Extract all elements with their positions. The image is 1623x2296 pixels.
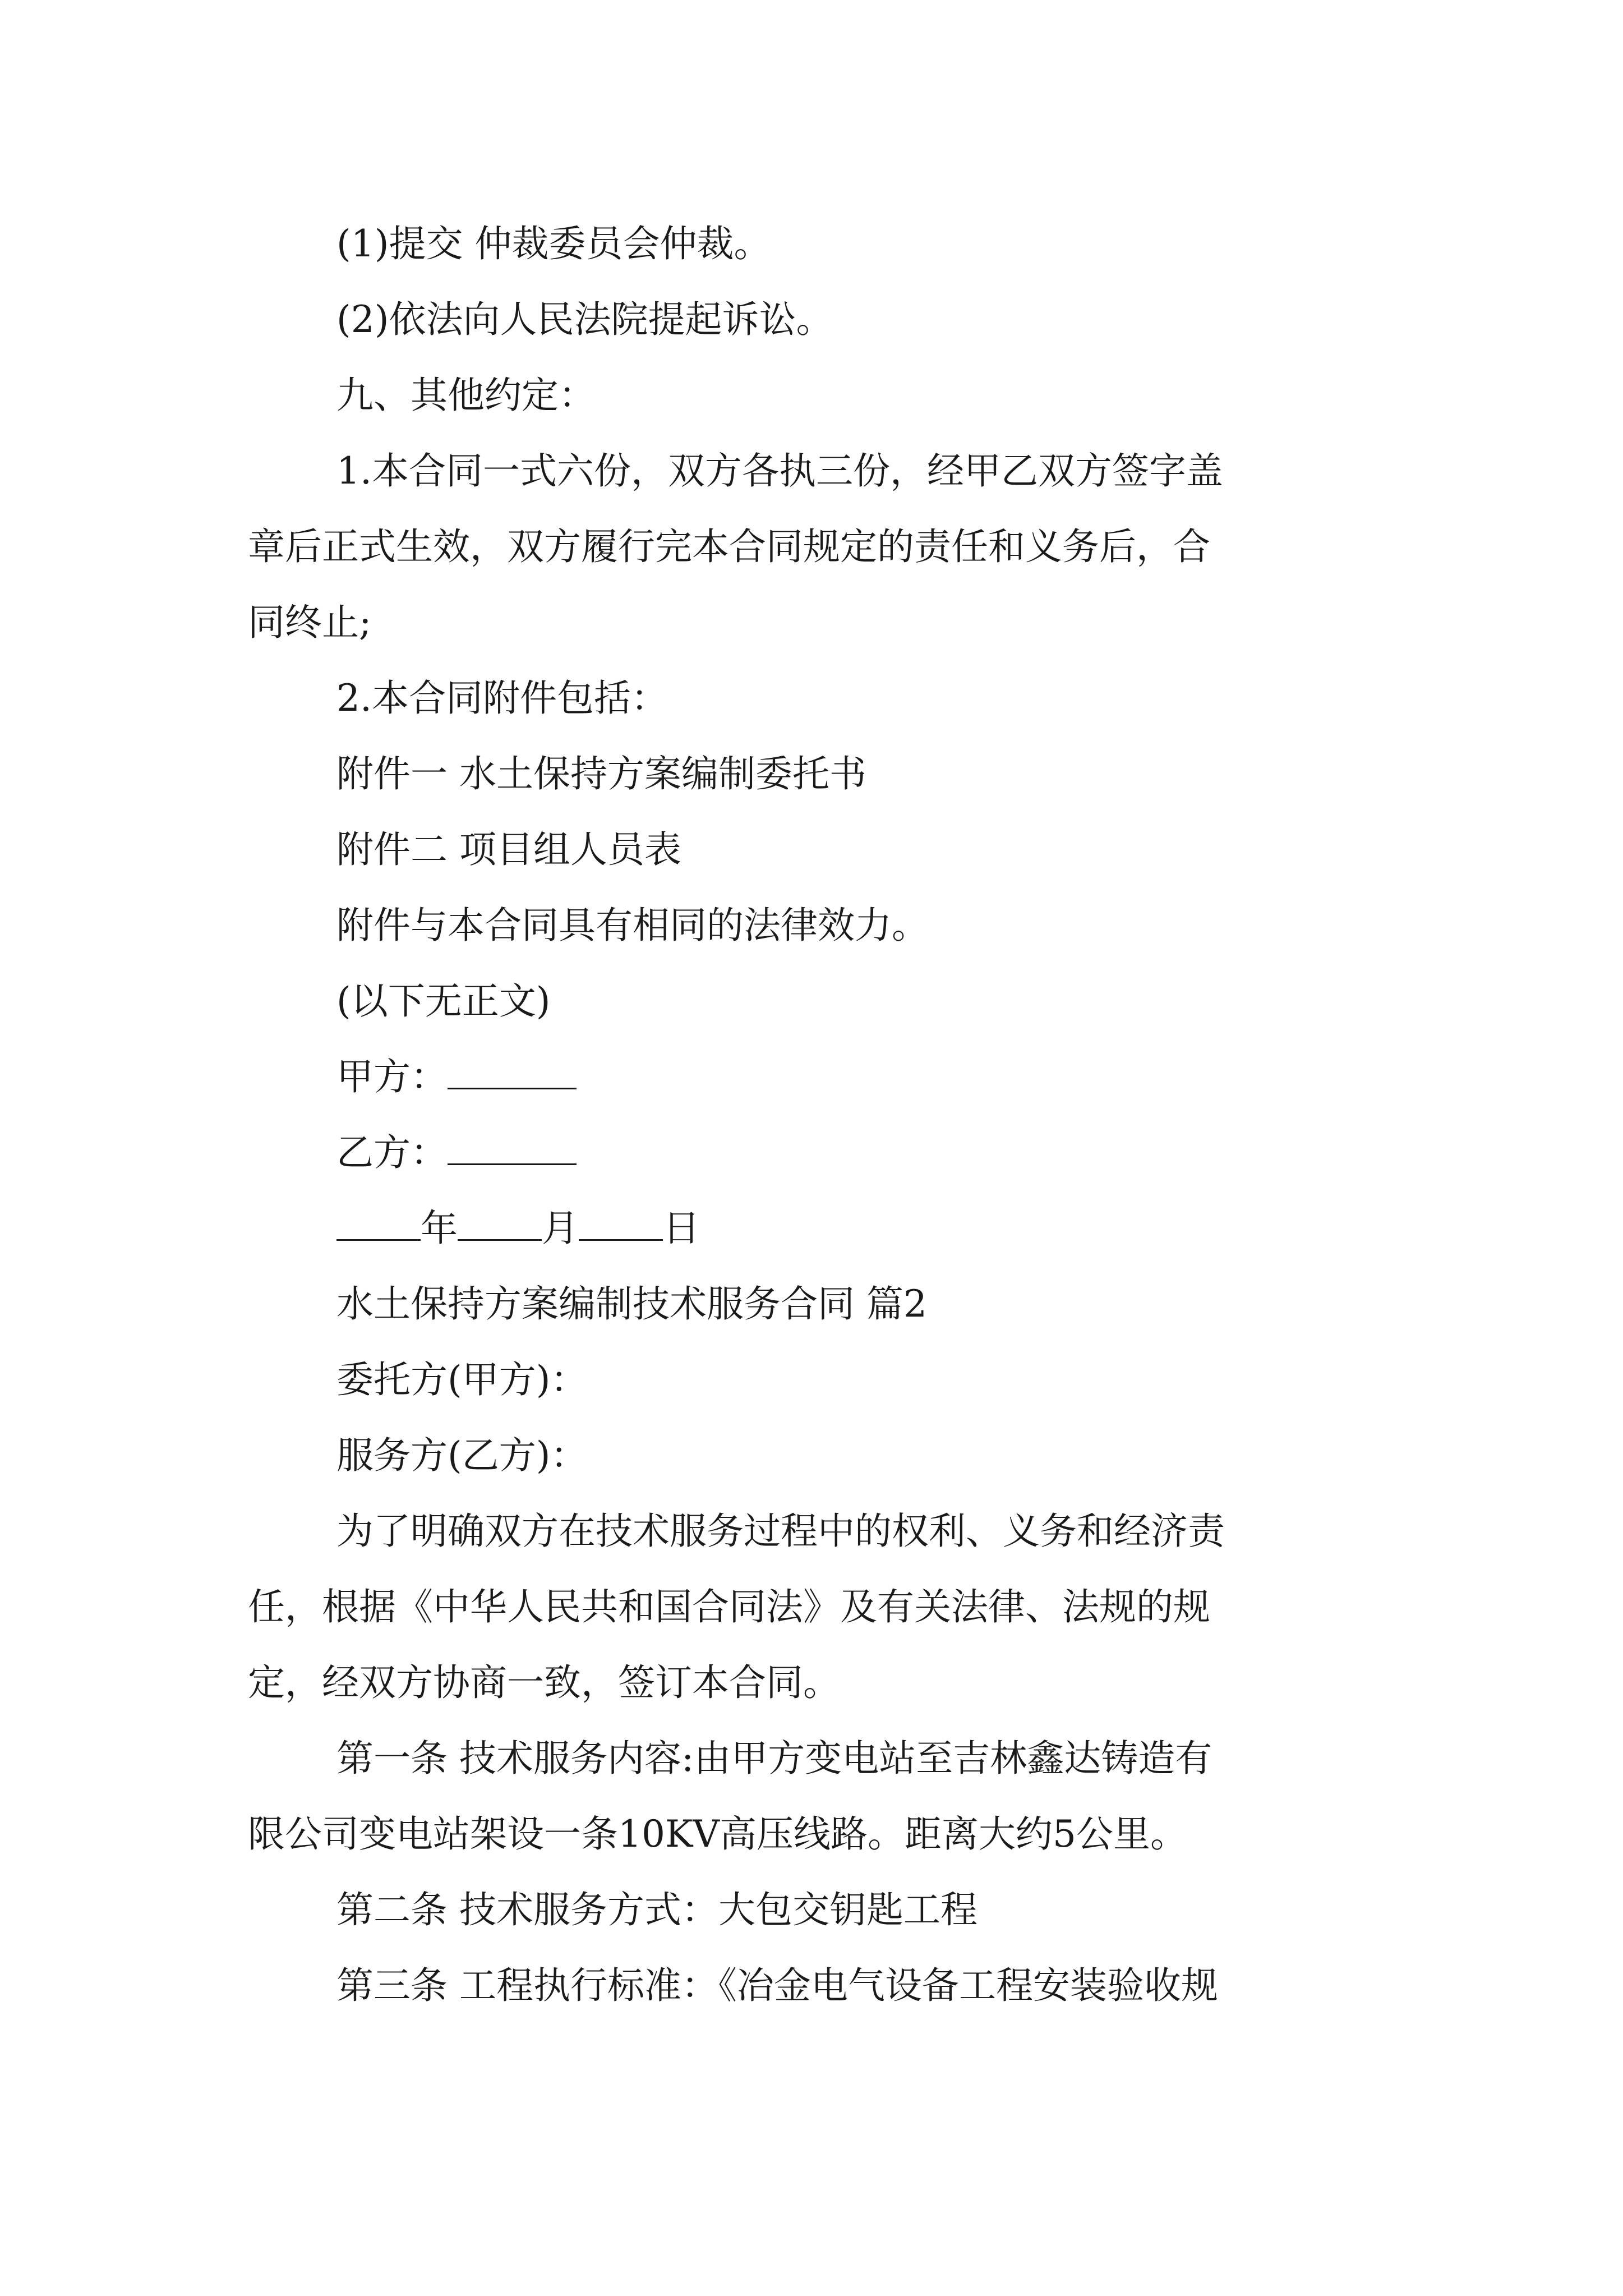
text-line: 第一条 技术服务内容:由甲方变电站至吉林鑫达铸造有 [336,1737,1212,1780]
text-line: 第二条 技术服务方式：大包交钥匙工程 [336,1888,978,1931]
month-label: 月 [542,1207,579,1250]
year-blank [336,1208,421,1241]
text-line: (2)依法向人民法院提起诉讼。 [336,298,833,341]
text-line: 为了明确双方在技术服务过程中的权利、义务和经济责 [336,1510,1225,1553]
day-label: 日 [663,1207,700,1250]
date-line [336,1206,700,1251]
text-line: 同终止; [248,601,372,644]
party-b-line [336,1130,577,1175]
text-line: 服务方(乙方)： [336,1434,588,1477]
text-line: 附件一 水土保持方案编制委托书 [336,752,866,795]
text-line: 委托方(甲方)： [336,1358,588,1401]
text-line: 2.本合同附件包括： [336,677,668,720]
text-line: 第三条 工程执行标准：《冶金电气设备工程安装验收规 [336,1964,1218,2007]
text-line: 任，根据《中华人民共和国合同法》及有关法律、法规的规 [248,1585,1210,1628]
party-a-line [336,1055,577,1099]
text-line: 附件二 项目组人员表 [336,828,681,871]
text-line: (1)提交 仲裁委员会仲裁。 [336,222,771,265]
party-a-blank [448,1056,577,1089]
day-blank [579,1208,663,1241]
text-line: 限公司变电站架设一条10KV高压线路。距离大约5公里。 [248,1812,1187,1856]
text-line: 附件与本合同具有相同的法律效力。 [336,904,929,947]
contract-title: 水土保持方案编制技术服务合同 篇2 [336,1282,927,1326]
year-label: 年 [421,1207,458,1250]
party-b-label: 乙方： [336,1131,448,1174]
text-line: (以下无正文) [336,979,551,1023]
section-heading: 九、其他约定： [336,374,596,417]
party-b-blank [448,1132,577,1165]
text-line: 1.本合同一式六份，双方各执三份，经甲乙双方签字盖 [336,449,1223,493]
party-a-label: 甲方： [336,1055,448,1098]
text-line: 章后正式生效，双方履行完本合同规定的责任和义务后，合 [248,525,1210,568]
month-blank [458,1208,542,1241]
text-line: 定，经双方协商一致，签订本合同。 [248,1661,840,1704]
